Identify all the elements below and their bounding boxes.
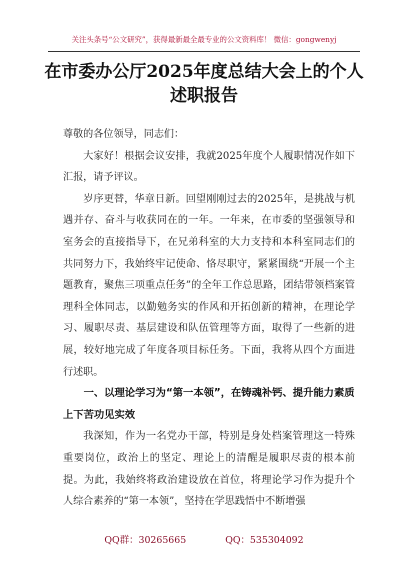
paragraph-3: 我深知，作为一名党办干部，特别是身处档案管理这一特殊重要岗位，政治上的坚定、理论上的清醒是履职尽责的根本前提。为此，我始终将政治建设放在首位，将理论学习作为提升个人综合素养的“第一本领”，坚持在学思践悟中不断增强 <box>63 431 355 508</box>
footer-qq-group: QQ群：30265665 <box>104 535 187 546</box>
header-note: 关注头条号“公文研究”，获得最新最全最专业的公文资料库！ 微信：gongwenyj <box>71 35 337 44</box>
document-body <box>63 124 355 513</box>
header-divider <box>48 51 360 52</box>
section-heading-1: 一、以理论学习为“第一本领”，在铸魂补钙、提升能力素质上下苦功见实效 <box>63 387 355 421</box>
paragraph-1: 大家好！根据会议安排，我就2025年度个人履职情况作如下汇报，请予评议。 <box>63 150 355 184</box>
salutation: 尊敬的各位领导，同志们： <box>63 129 185 140</box>
footer <box>0 532 408 546</box>
footer-qq: QQ：535304092 <box>225 535 304 546</box>
document-title: 在市委办公厅2025年度总结大会上的个人述职报告 <box>44 62 364 106</box>
paragraph-2: 岁序更替，华章日新。回望刚刚过去的2025年，是挑战与机遇并存、奋斗与收获同在的一年。一年来，在市委的坚强领导和室务会的直接指导下，在兄弟科室的大力支持和本科室同志们的共同努力下，我始终牢记使命、恪尽职守，紧紧围绕“开展一个主题教育，聚焦三项重点任务”的全年工作总思路，团结带领档案管理科全体同志，以勤勉务实的作风和开拓创新的精神，在理论学习、履职尽责、基层建设和队伍管理等方面，取得了一些新的进展，较好地完成了年度各项目标任务。下面，我将从四个方面进行述职。 <box>63 193 355 378</box>
